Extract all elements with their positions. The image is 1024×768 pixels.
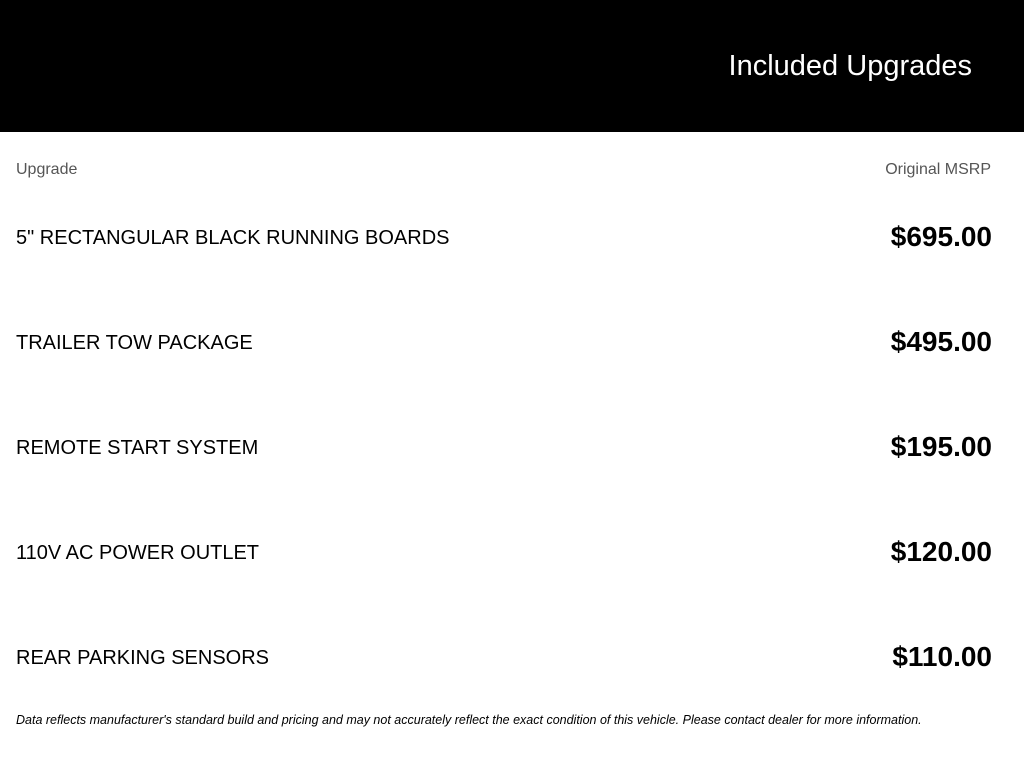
upgrade-price: $695.00	[890, 221, 992, 252]
upgrade-row	[16, 515, 992, 620]
upgrade-name: REMOTE START SYSTEM	[16, 437, 259, 459]
upgrade-price: $195.00	[890, 431, 992, 462]
upgrade-row	[16, 620, 992, 725]
upgrade-name: REAR PARKING SENSORS	[16, 647, 270, 669]
upgrade-name: 5" RECTANGULAR BLACK RUNNING BOARDS	[16, 227, 450, 249]
column-header-upgrade: Upgrade	[16, 161, 78, 178]
upgrades-list	[16, 200, 992, 725]
header-banner	[0, 0, 1024, 132]
upgrade-name: 110V AC POWER OUTLET	[16, 542, 260, 564]
upgrade-name: TRAILER TOW PACKAGE	[16, 332, 253, 354]
page-title: Included Upgrades	[728, 50, 972, 82]
column-header-original-msrp: Original MSRP	[885, 161, 991, 178]
disclaimer-text: Data reflects manufacturer's standard build and pricing and may not accurately reflect the exact condition of this vehicle. Please contact dealer for more information.	[16, 713, 922, 727]
upgrade-price: $110.00	[892, 641, 992, 672]
upgrade-price: $495.00	[890, 326, 992, 357]
upgrade-price: $120.00	[890, 536, 992, 567]
upgrade-row	[16, 200, 992, 305]
upgrade-row	[16, 410, 992, 515]
upgrade-row	[16, 305, 992, 410]
column-headers	[16, 159, 991, 181]
